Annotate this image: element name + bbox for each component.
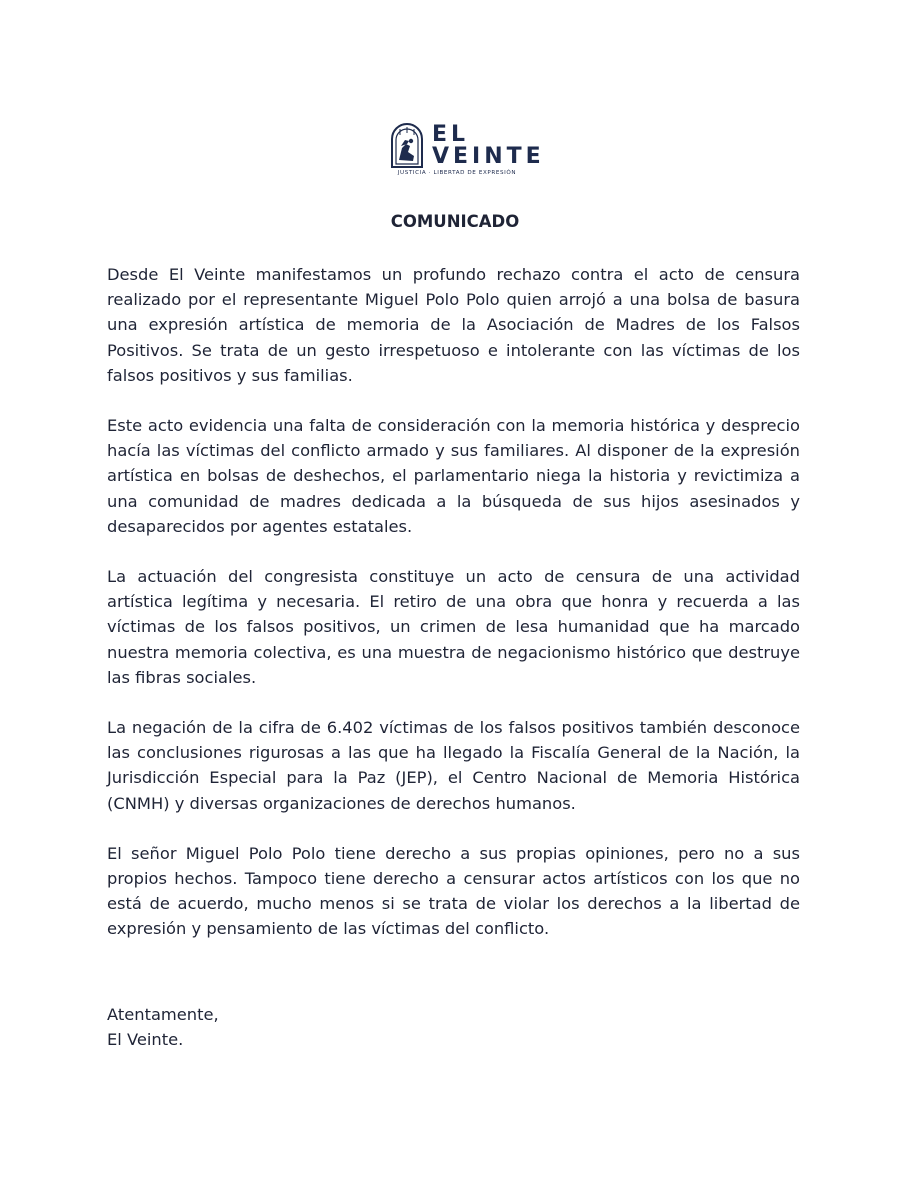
closing-signature: El Veinte. (107, 1030, 184, 1050)
document-title: COMUNICADO (390, 212, 520, 231)
closing-block (107, 1002, 219, 1052)
el-veinte-logo (387, 120, 545, 180)
paragraph-5: El señor Miguel Polo Polo tiene derecho a sus propias opiniones, pero no a sus propios hechos. Tampoco tiene derecho a censurar actos artísticos con los que no está de acuerdo, mucho menos si se trata de violar los derechos a la libertad de expresión y pensamiento de las víctimas del conflicto. (107, 843, 800, 939)
paragraph-4: La negación de la cifra de 6.402 víctimas de los falsos positivos también desconoce las conclusiones rigurosas a las que ha llegado la Fiscalía General de la Nación, la Jurisdicción Especial para la Paz (JEP), el Centro Nacional de Memoria Histórica (CNMH) y diversas organizaciones de derechos humanos. (107, 718, 800, 813)
closing-salutation: Atentamente, (107, 1005, 219, 1024)
logo-word-el: EL (432, 122, 470, 147)
paragraph-3: La actuación del congresista constituye un acto de censura de una actividad artística legítima y necesaria. El retiro de una obra que honra y recuerda a las víctimas de los falsos positivos, un crimen de lesa humanidad que ha marcado nuestra memoria colectiva, es una muestra de negacionismo histórico que destruye las fibras sociales. (107, 567, 800, 687)
logo-word-veinte: VEINTE (432, 144, 545, 169)
paragraph-1: Desde El Veinte manifestamos un profundo rechazo contra el acto de censura realizado por el representante Miguel Polo Polo quien arrojó a una bolsa de basura una expresión artística de memoria de la Asociación de Madres de los Falsos Positivos. Se trata de un gesto irrespetuoso e intolerante con las víctimas de los falsos positivos y sus familias. (107, 265, 800, 385)
arch-emblem-icon (389, 122, 425, 168)
document-body (107, 262, 800, 967)
logo-tagline: JUSTICIA · LIBERTAD DE EXPRESIÓN (397, 170, 517, 176)
paragraph-2: Este acto evidencia una falta de consideración con la memoria histórica y desprecio hacía las víctimas del conflicto armado y sus familiares. Al disponer de la expresión artística en bolsas de deshechos, el parlamentario niega la historia y revictimiza a una comunidad de madres dedicada a la búsqueda de sus hijos asesinados y desaparecidos por agentes estatales. (107, 416, 800, 536)
